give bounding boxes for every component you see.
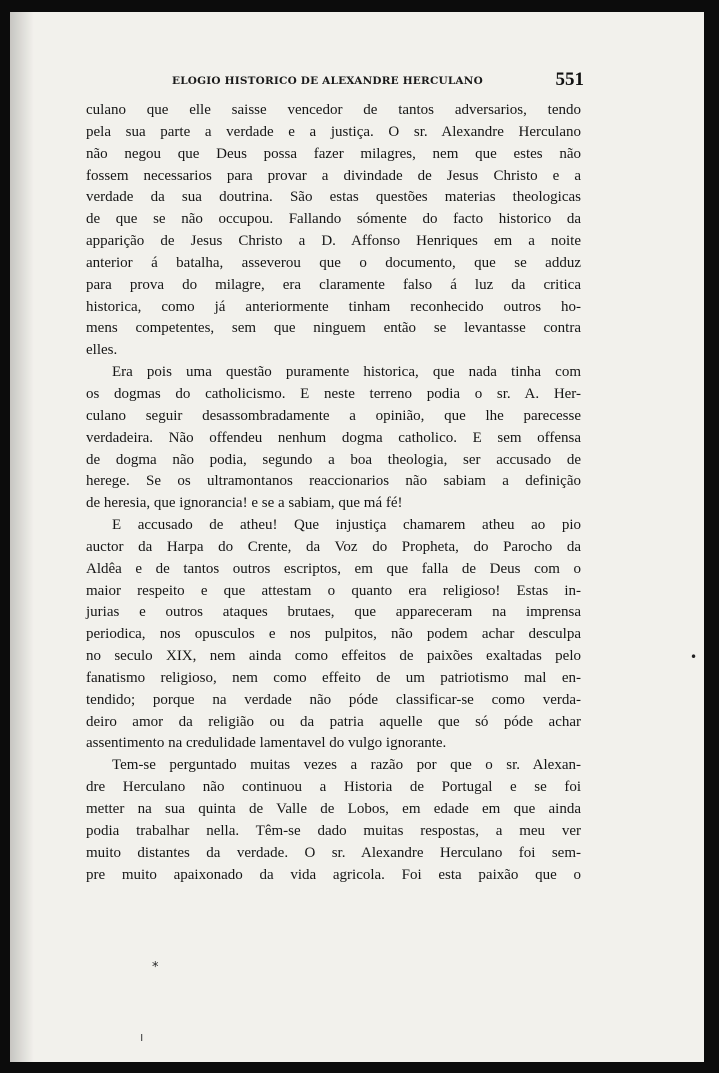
- text-line: auctor da Harpa do Crente, da Voz do Propheta, do Parocho da: [86, 538, 581, 555]
- text-line: Era pois uma questão puramente historica, que nada tinha com: [112, 364, 581, 381]
- text-line: podia trabalhar nella. Têm-se dado muitas respostas, a meu ver: [86, 822, 581, 839]
- book-page: [10, 12, 704, 1062]
- text-line: os dogmas do catholicismo. E neste terreno podia o sr. A. Her-: [86, 385, 581, 402]
- text-line: no seculo XIX, nem ainda como effeitos de paixões exaltadas pelo: [86, 648, 581, 665]
- text-line: muito distantes da verdade. O sr. Alexandre Herculano foi sem-: [86, 844, 581, 861]
- text-line: mens competentes, sem que ninguem então se levantasse contra: [86, 320, 581, 337]
- text-line: não negou que Deus possa fazer milagres, nem que estes não: [86, 145, 581, 162]
- text-line: herege. Se os ultramontanos reaccionarios não sabiam a definição: [86, 473, 581, 490]
- footnote-star-mark: *: [152, 960, 159, 975]
- body-text: [86, 100, 581, 886]
- text-line: periodica, nos opusculos e nos pulpitos, não podem achar desculpa: [86, 626, 581, 643]
- text-line: E accusado de atheu! Que injustiça chamarem atheu ao pio: [112, 517, 581, 534]
- text-line: fanatismo religioso, nem como effeito de um patriotismo mal en-: [86, 669, 581, 686]
- text-line: culano que elle saisse vencedor de tantos adversarios, tendo: [86, 102, 581, 118]
- text-line: pre muito apaixonado da vida agricola. Foi esta paixão que o: [86, 866, 581, 883]
- text-line: metter na sua quinta de Valle de Lobos, em edade em que ainda: [86, 801, 581, 817]
- gutter-shadow: [10, 12, 34, 1062]
- text-line: assentimento na credulidade lamentavel do vulgo ignorante.: [86, 735, 447, 752]
- text-line: historica, como já anteriormente tinham reconhecido outros ho-: [86, 298, 581, 315]
- text-line: dre Herculano não continuou a Historia de Portugal e se foi: [86, 779, 581, 796]
- text-line: deiro amor da religião ou da patria aquelle que só póde achar: [86, 713, 581, 730]
- text-line: pela sua parte a verdade e a justiça. O sr. Alexandre Herculano: [86, 123, 581, 140]
- text-line: anterior á batalha, asseverou que o documento, que se adduz: [86, 254, 581, 271]
- page-number: 551: [555, 69, 584, 90]
- text-line: fossem necessarios para provar a divindade de Jesus Christo e a: [86, 167, 581, 184]
- text-line: tendido; porque na verdade não póde classificar-se como verda-: [86, 691, 581, 708]
- running-title: ELOGIO HISTORICO DE ALEXANDRE HERCULANO: [172, 75, 483, 87]
- text-line: apparição de Jesus Christo a D. Affonso Henriques em a noite: [86, 233, 581, 250]
- bottom-tick-mark: ı: [140, 1030, 144, 1044]
- text-line: verdadeira. Não offendeu nenhum dogma catholico. E sem offensa: [86, 429, 581, 446]
- text-line: jurias e outros ataques brutaes, que appareceram na imprensa: [86, 604, 581, 621]
- text-line: elles.: [86, 342, 118, 359]
- text-line: para prova do milagre, era claramente falso á luz da critica: [86, 276, 581, 293]
- text-line: de heresia, que ignorancia! e se a sabiam, que má fé!: [86, 495, 403, 512]
- page-header: [172, 69, 584, 93]
- margin-dot-mark: •: [690, 650, 698, 664]
- text-line: de que se não occupou. Fallando sómente do facto historico da: [86, 211, 581, 228]
- text-line: de dogma não podia, segundo a boa theologia, ser accusado de: [86, 451, 581, 468]
- text-line: maior respeito e que attestam o quanto era religioso! Estas in-: [86, 582, 581, 599]
- text-line: Tem-se perguntado muitas vezes a razão por que o sr. Alexan-: [112, 757, 581, 774]
- text-line: Aldêa e de tantos outros escriptos, em que falla de Deus com o: [86, 560, 581, 577]
- text-line: verdade da sua doutrina. São estas questões materias theologicas: [86, 189, 581, 206]
- text-line: culano seguir desassombradamente a opinião, que lhe parecesse: [86, 407, 581, 424]
